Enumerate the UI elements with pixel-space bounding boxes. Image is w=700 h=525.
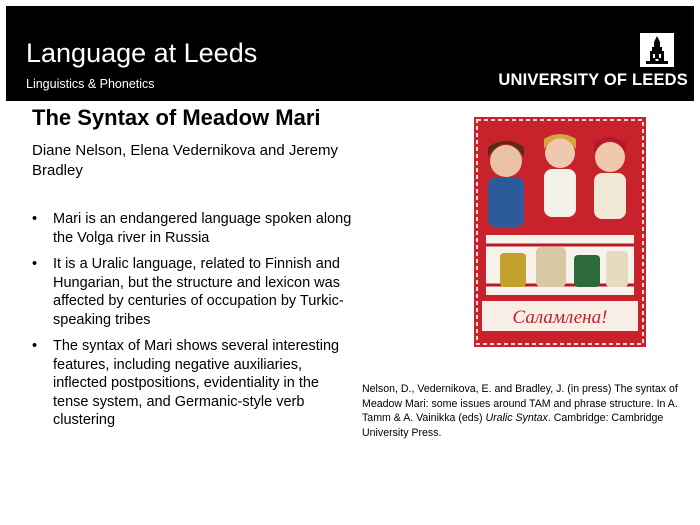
bullet-dot-icon: • <box>32 338 38 354</box>
brand-title: Language at Leeds <box>26 38 258 68</box>
authors: Diane Nelson, Elena Vedernikova and Jeremy Bradley <box>32 142 339 179</box>
citation-text: Nelson, D., Vedernikova, E. and Bradley, J. (in press) The syntax of Meadow Mari: some issues around TAM and phrase structure. In A. Tamm & A. Vainikka (eds) <box>362 383 678 424</box>
citation-book-title: Uralic Syntax <box>485 412 548 424</box>
bullet-item <box>32 255 352 329</box>
bullet-text: The syntax of Mari shows several interesting features, including negative auxiliaries, inflected postpositions, evidentiality in the tense system, and Germanic-style verb clustering <box>53 338 340 428</box>
header-bar <box>6 6 694 101</box>
mari-dolls-photo <box>474 117 646 347</box>
citation-publisher: . Cambridge: Cambridge University Press. <box>362 412 664 439</box>
bullet-text: Mari is an endangered language spoken along the Volga river in Russia <box>53 211 352 246</box>
brand-subtitle: Linguistics & Phonetics <box>26 77 155 91</box>
university-tower-icon <box>640 33 674 67</box>
bullet-dot-icon: • <box>32 211 38 227</box>
university-logo-text: UNIVERSITY OF LEEDS <box>498 71 688 89</box>
bullet-item <box>32 210 352 247</box>
slide-title: The Syntax of Meadow Mari <box>32 105 321 130</box>
bullet-list <box>32 210 352 438</box>
citation <box>362 382 690 440</box>
bullet-text: It is a Uralic language, related to Finnish and Hungarian, but the structure and lexicon was affected by centuries of occupation by Turkic-speaking tribes <box>53 256 344 328</box>
bullet-item <box>32 337 352 430</box>
bullet-dot-icon: • <box>32 256 38 272</box>
photo-caption: Саламлена! <box>512 307 608 328</box>
